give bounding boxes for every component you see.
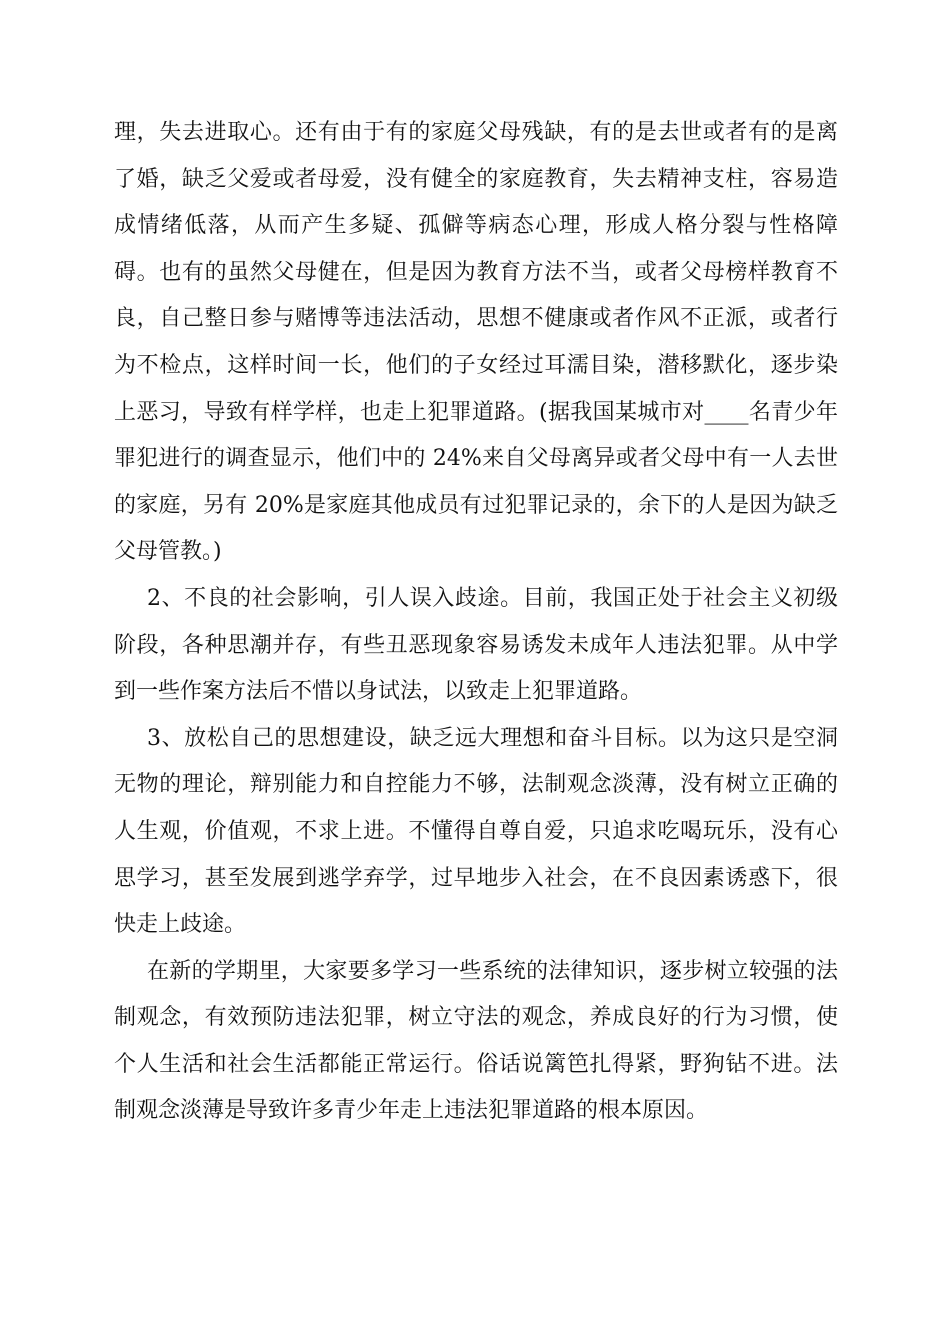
- paragraph-social-influence: 2、不良的社会影响，引人误入歧途。目前，我国正处于社会主义初级阶段，各种思潮并存，有些丑恶现象容易诱发未成年人违法犯罪。从中学到一些作案方法后不惜以身试法，以致走上犯罪道路。: [114, 585, 838, 705]
- paragraph-conclusion: 在新的学期里，大家要多学习一些系统的法律知识，逐步树立较强的法制观念，有效预防违法犯罪，树立守法的观念，养成良好的行为习惯，使个人生活和社会生活都能正常运行。俗话说篱笆扎得紧，野狗钻不进。法制观念淡薄是导致许多青少年走上违法犯罪道路的根本原因。: [114, 958, 838, 1124]
- paragraph-self-discipline: 3、放松自己的思想建设，缺乏远大理想和奋斗目标。以为这只是空洞无物的理论，辩别能力和自控能力不够，法制观念淡薄，没有树立正确的人生观，价值观，不求上进。不懂得自尊自爱，只追求吃喝玩乐，没有心思学习，甚至发展到逃学弃学，过早地步入社会，在不良因素诱惑下，很快走上歧途。: [114, 725, 838, 938]
- paragraph-family-influence: 理，失去进取心。还有由于有的家庭父母残缺，有的是去世或者有的是离了婚，缺乏父爱或者母爱，没有健全的家庭教育，失去精神支柱，容易造成情绪低落，从而产生多疑、孤僻等病态心理，形成人格分裂与性格障碍。也有的虽然父母健在，但是因为教育方法不当，或者父母榜样教育不良，自己整日参与赌博等违法活动，思想不健康或者作风不正派，或者行为不检点，这样时间一长，他们的子女经过耳濡目染，潜移默化，逐步染上恶习，导致有样学样，也走上犯罪道路。(据我国某城市对____名青少年罪犯进行的调查显示，他们中的 24%来自父母离异或者父母中有一人去世的家庭，另有 20%是家庭其他成员有过犯罪记录的，余下的人是因为缺乏父母管教。): [114, 120, 838, 565]
- document-body: [114, 110, 838, 1135]
